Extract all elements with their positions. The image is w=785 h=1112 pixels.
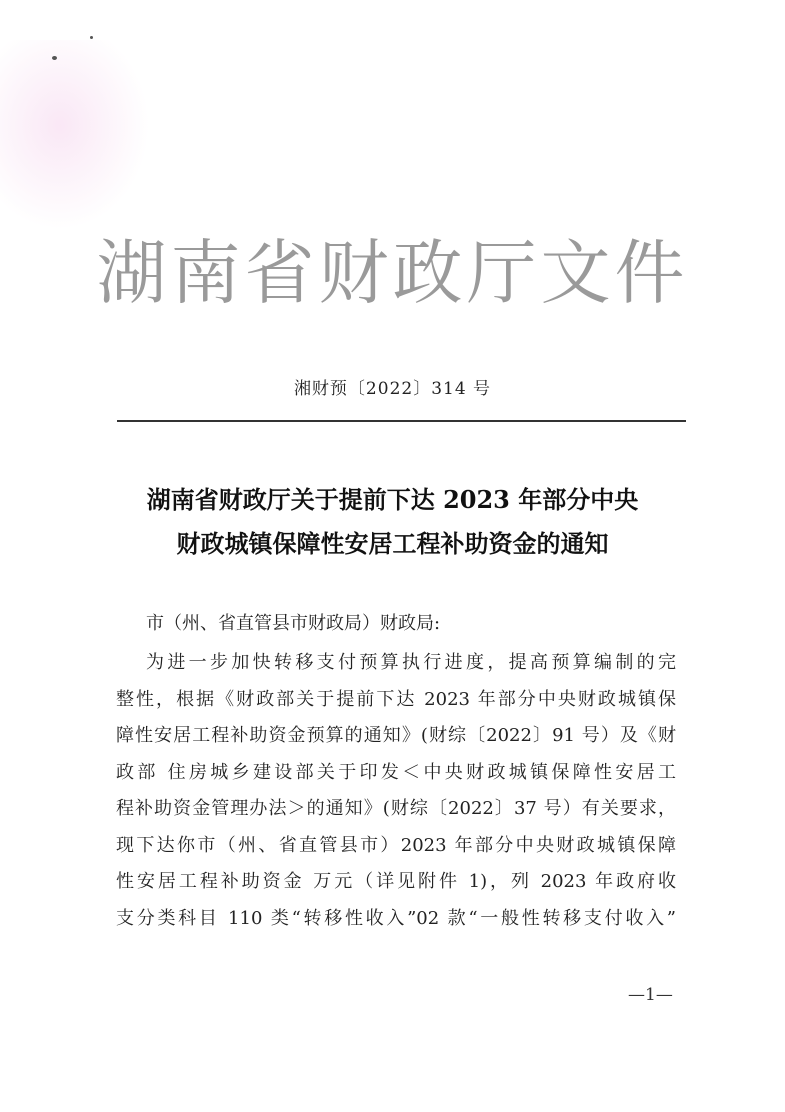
- body-line: 性安居工程补助资金 万元（详见附件 1)，列 2023 年政府收: [116, 871, 676, 892]
- body-line: 障性安居工程补助资金预算的通知》(财综〔2022〕91 号）及《财: [116, 725, 676, 746]
- notice-title: [90, 478, 695, 566]
- paper-stain: [0, 40, 150, 230]
- document-number: 湘财预〔2022〕314 号: [293, 379, 492, 399]
- document-header-title: 湖南省财政厅文件: [96, 232, 689, 314]
- body-paragraph: [116, 645, 676, 937]
- header-divider: [117, 420, 686, 422]
- paper-speck: [90, 36, 93, 39]
- body-line: 整性，根据《财政部关于提前下达 2023 年部分中央财政城镇保: [116, 688, 676, 710]
- body-line: 现下达你市（州、省直管县市）2023 年部分中央财政城镇保障: [116, 834, 676, 856]
- body-line: 程补助资金管理办法＞的通知》(财综〔2022〕37 号）有关要求，: [116, 798, 676, 819]
- body-line: 政部 住房城乡建设部关于印发＜中央财政城镇保障性安居工: [116, 761, 676, 783]
- page-number: —1—: [628, 985, 673, 1005]
- body-line: 为进一步加快转移支付预算执行进度，提高预算编制的完: [146, 652, 676, 673]
- addressee: 市（州、省直管县市财政局）财政局:: [146, 613, 441, 634]
- notice-title-line: 湖南省财政厅关于提前下达 2023 年部分中央: [146, 485, 639, 514]
- notice-title-line: 财政城镇保障性安居工程补助资金的通知: [176, 529, 609, 558]
- body-line: 支分类科目 110 类“转移性收入”02 款“一般性转移支付收入”: [116, 907, 676, 929]
- paper-speck: [52, 56, 57, 60]
